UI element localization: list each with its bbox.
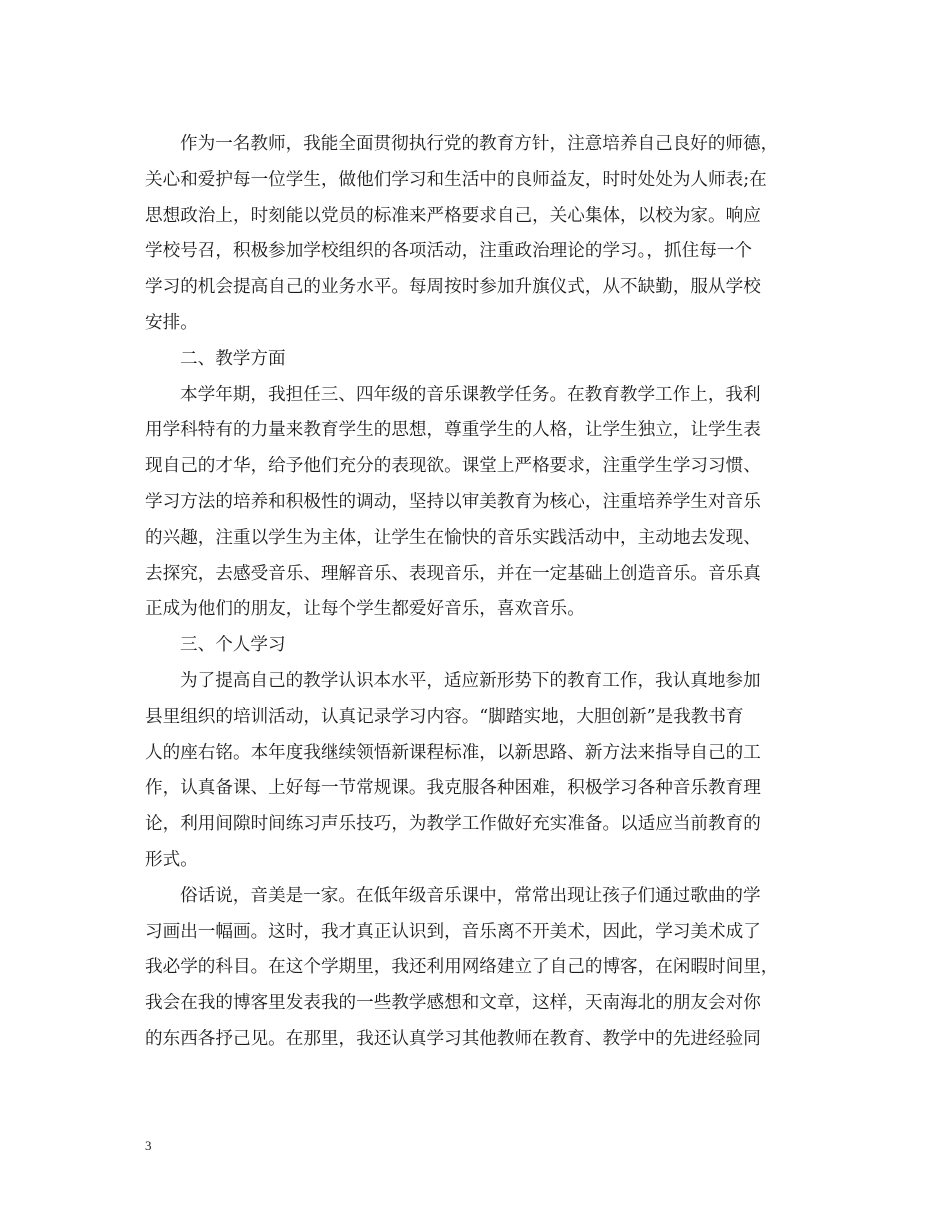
page-number: 3: [145, 1138, 152, 1153]
text-line: 习画出一幅画。这时，我才真正认识到，音乐离不开美术，因此，学习美术成了: [145, 921, 761, 942]
text-line: 作为一名教师，我能全面贯彻执行党的教育方针，注意培养自己良好的师德，: [180, 134, 779, 154]
document-body: [145, 127, 805, 1058]
section-heading-study: [145, 628, 805, 664]
text-line: 俗话说，音美是一家。在低年级音乐课中，常常出现让孩子们通过歌曲的学: [180, 885, 761, 906]
section-heading: 三、个人学习: [180, 635, 286, 656]
text-line: 现自己的才华，给予他们充分的表现欲。课堂上严格要求，注重学生学习习惯、: [145, 456, 761, 477]
text-line: 学习方法的培养和积极性的调动，坚持以审美教育为核心，注重培养学生对音乐: [145, 491, 761, 512]
text-line: 县里组织的培训活动，认真记录学习内容。“脚踏实地，大胆创新”是我教书育: [145, 706, 744, 727]
text-line: 形式。: [145, 849, 198, 870]
paragraph-ethics: [145, 127, 805, 342]
text-line: 安排。: [145, 312, 198, 333]
text-line: 的东西各抒己见。在那里，我还认真学习其他教师在教育、教学中的先进经验同: [145, 1028, 761, 1049]
section-heading: 二、教学方面: [180, 348, 286, 369]
text-line: 本学年期，我担任三、四年级的音乐课教学任务。在教育教学工作上，我利: [180, 384, 761, 405]
text-line: 关心和爱护每一位学生，做他们学习和生活中的良师益友，时时处处为人师表;在: [145, 169, 767, 190]
text-line: 人的座右铭。本年度我继续领悟新课程标准，以新思路、新方法来指导自己的工: [145, 742, 761, 763]
text-line: 学习的机会提高自己的业务水平。每周按时参加升旗仪式，从不缺勤，服从学校: [145, 277, 761, 298]
text-line: 学校号召，积极参加学校组织的各项活动，注重政治理论的学习。，抓住每一个: [145, 241, 752, 262]
text-line: 去探究，去感受音乐、理解音乐、表现音乐，并在一定基础上创造音乐。音乐真: [145, 563, 761, 584]
text-line: 论，利用间隙时间练习声乐技巧，为教学工作做好充实准备。以适应当前教育的: [145, 814, 761, 835]
text-line: 我会在我的博客里发表我的一些教学感想和文章，这样，天南海北的朋友会对你: [145, 993, 761, 1014]
text-line: 作，认真备课、上好每一节常规课。我克服各种困难，积极学习各种音乐教育理: [145, 778, 761, 799]
text-line: 用学科特有的力量来教育学生的思想，尊重学生的人格，让学生独立，让学生表: [145, 420, 761, 441]
paragraph-art: [145, 879, 805, 1058]
text-line: 的兴趣，注重以学生为主体，让学生在愉快的音乐实践活动中，主动地去发现、: [145, 527, 761, 548]
text-line: 正成为他们的朋友，让每个学生都爱好音乐，喜欢音乐。: [145, 599, 585, 620]
paragraph-teaching: [145, 378, 805, 629]
text-line: 为了提高自己的教学认识本水平，适应新形势下的教育工作，我认真地参加: [180, 670, 761, 691]
paragraph-study: [145, 664, 805, 879]
section-heading-teaching: [145, 342, 805, 378]
text-line: 我必学的科目。在这个学期里，我还利用网络建立了自己的博客，在闲暇时间里，: [145, 957, 779, 978]
text-line: 思想政治上，时刻能以党员的标准来严格要求自己，关心集体，以校为家。响应: [145, 205, 761, 226]
